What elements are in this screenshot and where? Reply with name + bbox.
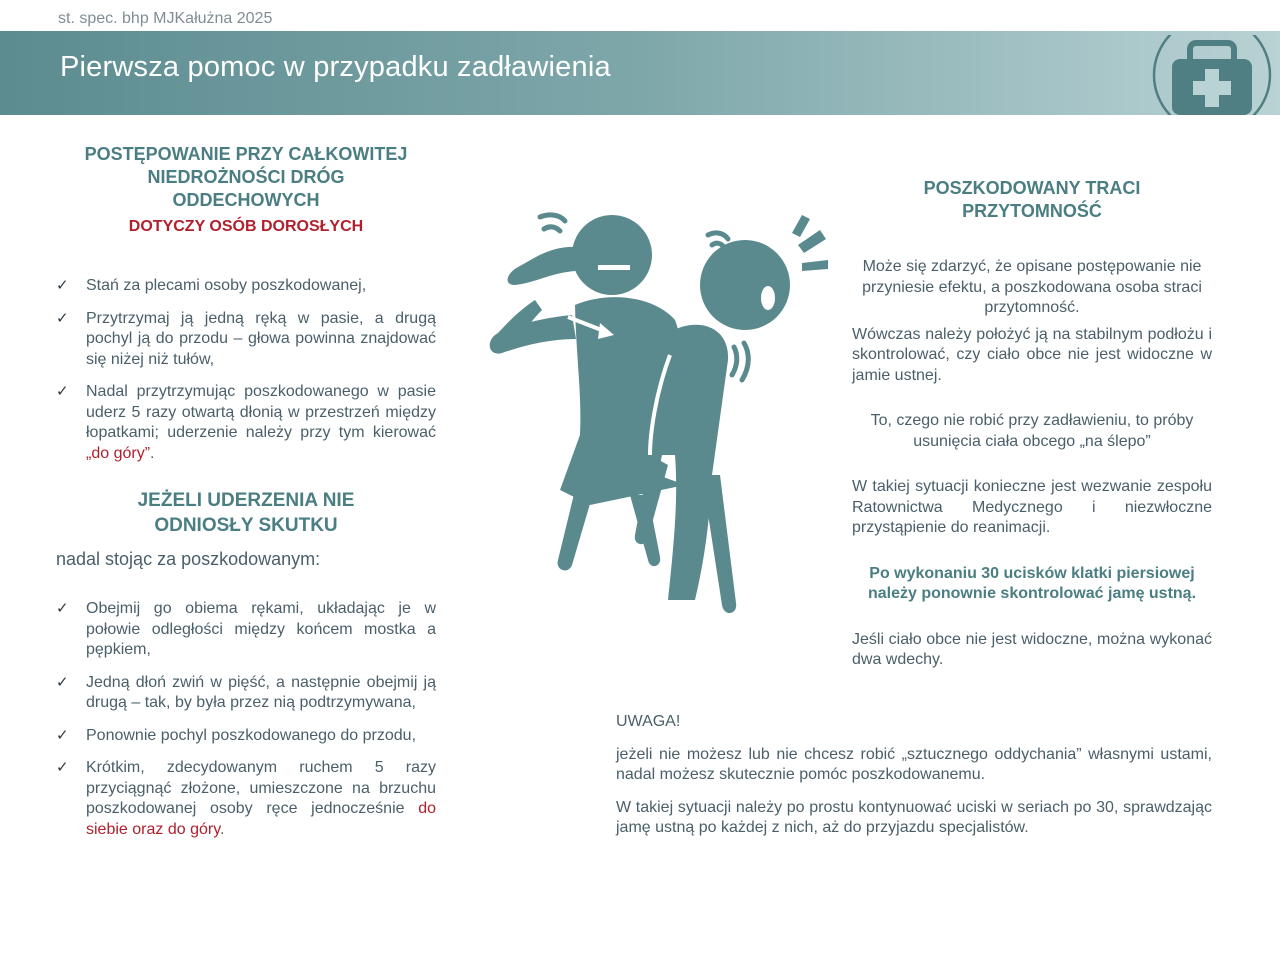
standing-intro: nadal stojąc za poszkodowanym: <box>56 549 321 569</box>
check-icon: ✓ <box>56 277 69 294</box>
first-aid-kit-icon <box>1150 35 1278 115</box>
check-icon: ✓ <box>56 309 69 327</box>
warning-section <box>616 712 1212 839</box>
list-item: ✓ Obejmij go obiema rękami, układając je w połowie odległości między końcem mostka a pępkiem, <box>56 600 436 658</box>
back-blows-choking-illustration <box>480 205 840 625</box>
list-item: ✓ Nadal przytrzymując poszkodowanego w pasie uderz 5 razy otwartą dłonią w przestrzeń między łopatkami; uderzenie należy przy tym kierować „do góry”. <box>56 383 436 462</box>
steps-list-2 <box>56 599 436 840</box>
highlight-upward: „do góry” <box>86 444 151 462</box>
steps-list-1-container <box>56 276 436 464</box>
highlight-toward-and-up: do siebie oraz do góry <box>86 800 436 838</box>
steps-list-1 <box>56 276 436 464</box>
left-column <box>56 143 436 236</box>
continue-compressions-paragraph: W takiej sytuacji należy po prostu kontynuować uciski w seriach po 30, sprawdzając jamę ustną po każdej z nich, aż do przyjazdu specjalistów. <box>616 798 1212 836</box>
right-column <box>852 177 1212 671</box>
blind-sweep-warning: To, czego nie robić przy zadławieniu, to próby usunięcia ciała obcego „na ślepo” <box>870 412 1194 450</box>
compressions-note: Po wykonaniu 30 ucisków klatki piersiowej należy ponownie skontrolować jamę ustną. <box>867 564 1197 602</box>
call-ems-paragraph: W takiej sytuacji konieczne jest wezwanie zespołu Ratownictwa Medycznego i niezwłoczne przystąpienie do reanimacji. <box>852 478 1212 536</box>
no-mouth-to-mouth-paragraph: jeżeli nie możesz lub nie chcesz robić „sztucznego oddychania” własnymi ustami, nadal możesz skutecznie pomóc poszkodowanemu. <box>616 745 1212 783</box>
check-icon: ✓ <box>56 673 69 691</box>
list-item: ✓ Jedną dłoń zwiń w pięść, a następnie obejmij ją drugą – tak, by była przez nią podtrzymywana, <box>56 673 436 711</box>
check-icon: ✓ <box>56 600 69 617</box>
list-item: ✓ Krótkim, zdecydowanym ruchem 5 razy przyciągnąć złożone, umieszczone na brzuchu poszkodowanej osoby ręce jednocześnie do siebie oraz do góry. <box>56 759 436 838</box>
rescue-breaths-paragraph: Jeśli ciało obce nie jest widoczne, można wykonać dwa wdechy. <box>852 630 1212 668</box>
recovery-position-paragraph: Wówczas należy położyć ją na stabilnym podłożu i skontrolować, czy ciało obce nie jest widoczne w jamie ustnej. <box>852 325 1212 384</box>
no-effect-section <box>56 488 436 570</box>
no-effect-heading: JEŻELI UDERZENIA NIE ODNIOSŁY SKUTKU <box>137 490 355 536</box>
check-icon: ✓ <box>56 383 69 400</box>
check-icon: ✓ <box>56 726 69 744</box>
check-icon: ✓ <box>56 759 69 776</box>
list-item: ✓ Przytrzymaj ją jedną ręką w pasie, a drugą pochyl ją do przodu – głowa powinna znajdować się niżej niż tułów, <box>56 309 436 368</box>
unconscious-paragraph: Może się zdarzyć, że opisane postępowanie nie przyniesie efektu, a poszkodowana osoba straci przytomność. <box>862 258 1202 316</box>
steps-list-2-container <box>56 599 436 840</box>
list-item: ✓ Ponownie pochyl poszkodowanego do przodu, <box>56 726 436 747</box>
unconscious-heading: POSZKODOWANY TRACI PRZYTOMNOŚĆ <box>923 178 1141 221</box>
title-banner <box>0 31 1280 115</box>
list-item: ✓ Stań za plecami osoby poszkodowanej, <box>56 276 436 297</box>
author-credit: st. spec. bhp MJKałużna 2025 <box>58 10 273 27</box>
page-title: Pierwsza pomoc w przypadku zadławienia <box>60 51 611 83</box>
uwaga-label: UWAGA! <box>616 713 681 730</box>
adults-subheading: DOTYCZY OSÓB DOROSŁYCH <box>128 218 364 235</box>
complete-obstruction-heading: POSTĘPOWANIE PRZY CAŁKOWITEJ NIEDROŻNOŚCI DRÓG ODDECHOWYCH <box>84 144 408 210</box>
